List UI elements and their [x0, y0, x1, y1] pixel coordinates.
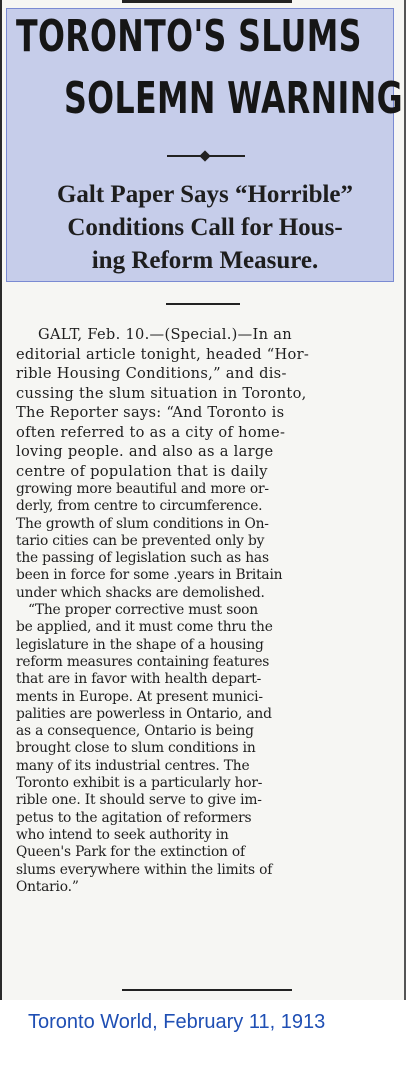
article-line: derly, from centre to circumference. [16, 498, 263, 515]
article-line: many of its industrial centres. The [16, 757, 250, 774]
article-line: rible one. It should serve to give im- [16, 792, 262, 809]
subhead-line: Galt Paper Says “Horrible” [56, 181, 354, 208]
article-line: Ontario.” [16, 878, 79, 895]
article-line: petus to the agitation of reformers [16, 809, 252, 826]
article-line: “The proper corrective must soon [28, 602, 258, 619]
article-line: the passing of legislation such as has [16, 550, 269, 567]
article-line: cussing the slum situation in Toronto, [16, 384, 307, 402]
article-line: been in force for some .years in Britain [16, 567, 283, 584]
article-line: editorial article tonight, headed “Hor- [16, 345, 310, 363]
headline-line-2: SOLEMN WARNING [64, 73, 403, 124]
subhead-line: Conditions Call for Hous- [67, 214, 343, 241]
section-rule [166, 303, 240, 305]
article-body [16, 325, 408, 896]
subhead-line: ing Reform Measure. [91, 247, 319, 274]
article-line: under which shacks are demolished. [16, 584, 265, 601]
article-line: ments in Europe. At present munici- [16, 688, 263, 705]
article-line: brought close to slum conditions in [16, 740, 256, 757]
article-line: be applied, and it must come thru the [16, 619, 273, 636]
article-line: The Reporter says: “And Toronto is [16, 404, 285, 421]
article-line: that are in favor with health depart- [16, 671, 262, 688]
article-line: Queen's Park for the extinction of [16, 844, 245, 861]
headline-line-1: TORONTO'S SLUMS [16, 11, 362, 62]
article-line: centre of population that is daily [16, 462, 268, 480]
article-line: often referred to as a city of home- [16, 423, 286, 441]
article-line: as a consequence, Ontario is being [16, 723, 254, 740]
ornament-divider [167, 151, 245, 161]
article-line: GALT, Feb. 10.—(Special.)—In an [38, 326, 292, 343]
article-line: slums everywhere within the limits of [16, 861, 273, 878]
top-rule [122, 0, 292, 3]
end-rule [122, 989, 292, 991]
article-line: growing more beautiful and more or- [16, 481, 269, 497]
article-line: rible Housing Conditions,” and dis- [16, 365, 287, 382]
article-line: tario cities can be prevented only by [16, 532, 265, 549]
article-line: reform measures containing features [16, 653, 270, 670]
article-line: loving people. and also as a large [16, 443, 274, 460]
ornament-diamond-icon [199, 150, 210, 161]
article-line: palities are powerless in Ontario, and [16, 705, 272, 722]
article-line: The growth of slum conditions in On- [16, 515, 269, 532]
source-caption: Toronto World, February 11, 1913 [28, 1011, 326, 1033]
subhead [10, 178, 400, 277]
article-line: who intend to seek authority in [16, 826, 229, 843]
article-line: Toronto exhibit is a particularly hor- [16, 775, 263, 792]
article-line: legislature in the shape of a housing [16, 636, 264, 653]
